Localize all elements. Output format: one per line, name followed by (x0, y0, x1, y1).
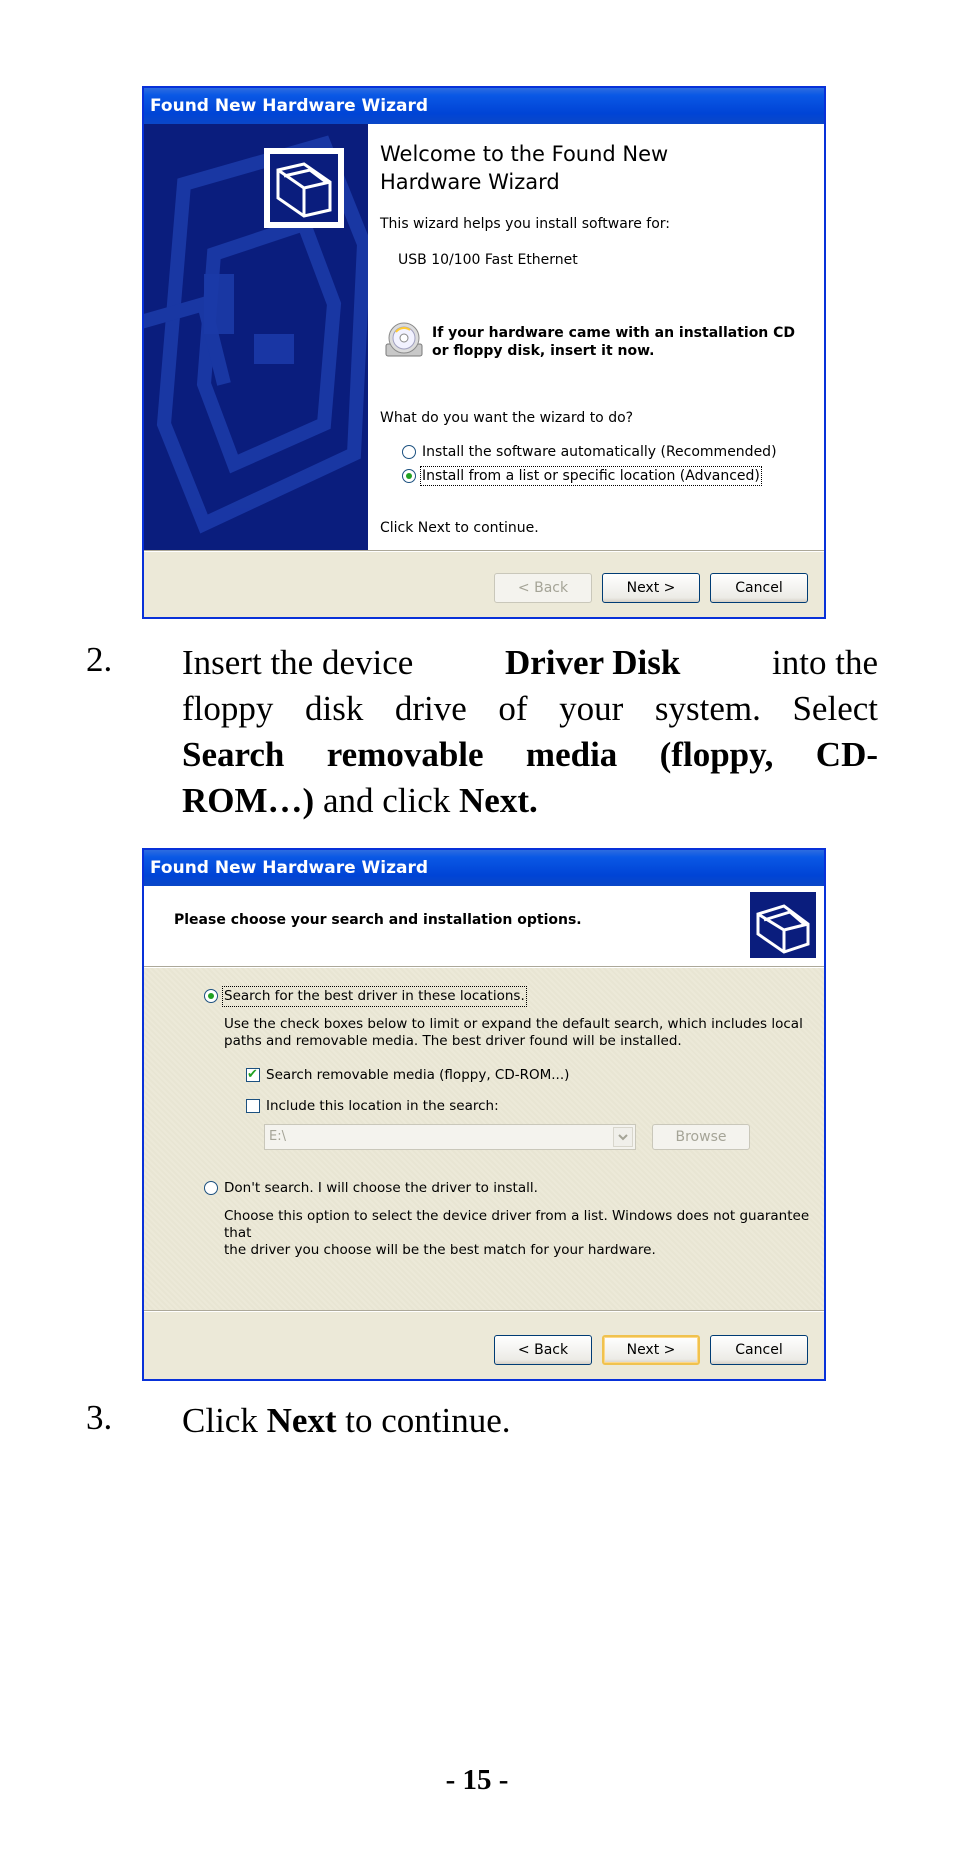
step-2-number: 2. (86, 640, 113, 679)
welcome-wizard-window (142, 86, 826, 619)
search-options-wizard-window (142, 848, 826, 1381)
radio-button-selected[interactable] (402, 469, 416, 483)
text-segment: to continue. (345, 1401, 511, 1440)
wizard-heading (380, 140, 760, 196)
step-2-line-4 (182, 778, 878, 824)
radio-button[interactable] (402, 445, 416, 459)
location-value: E:\ (269, 1129, 286, 1144)
wizard-side-banner (144, 124, 368, 550)
cancel-button[interactable]: Cancel (710, 573, 808, 603)
dont-search-description (224, 1208, 824, 1259)
wizard-buttons (494, 573, 808, 603)
cd-icon (382, 318, 426, 362)
heading-line-2: Hardware Wizard (380, 170, 560, 194)
step-2-text (182, 640, 878, 824)
browse-button[interactable]: Browse (652, 1124, 750, 1150)
continue-instruction: Click Next to continue. (380, 520, 539, 536)
heading-line-1: Welcome to the Found New (380, 142, 669, 166)
description-line-2: paths and removable media. The best driver found will be installed. (224, 1033, 682, 1049)
cancel-button[interactable]: Cancel (710, 1335, 808, 1365)
chevron-down-icon[interactable] (613, 1127, 633, 1147)
text-segment: and click (322, 781, 451, 820)
text-bold-next: Next. (459, 781, 538, 820)
button-separator (144, 1310, 824, 1312)
button-separator (144, 550, 824, 552)
text-segment: into the (772, 643, 878, 682)
wizard-question: What do you want the wizard to do? (380, 410, 634, 426)
radio-label[interactable]: Don't search. I will choose the driver to install. (224, 1180, 538, 1196)
text-segment: Insert the device (182, 643, 414, 682)
radio-label[interactable]: Search for the best driver in these locations. (224, 988, 525, 1004)
step-2-line-2: floppy disk drive of your system. Select (182, 689, 878, 728)
checkbox-label[interactable]: Search removable media (floppy, CD-ROM...) (266, 1067, 570, 1083)
checkbox-label[interactable]: Include this location in the search: (266, 1098, 499, 1114)
window-title-bar[interactable]: Found New Hardware Wizard (144, 88, 824, 124)
window-title-bar[interactable]: Found New Hardware Wizard (144, 850, 824, 886)
search-description (224, 1016, 803, 1050)
text-bold-driver-disk: Driver Disk (505, 643, 681, 682)
header-text: Please choose your search and installation options. (174, 912, 582, 928)
device-name: USB 10/100 Fast Ethernet (398, 252, 578, 268)
cd-note-line-1: If your hardware came with an installation CD (432, 325, 796, 341)
wizard-body (144, 968, 824, 1310)
radio-label[interactable]: Install from a list or specific location (Advanced) (422, 468, 760, 484)
step-3-text (182, 1398, 511, 1444)
radio-button[interactable] (204, 1181, 218, 1195)
next-button[interactable]: Next > (602, 1335, 700, 1365)
location-combobox[interactable] (264, 1124, 636, 1150)
cd-note-line-2: or floppy disk, insert it now. (432, 343, 655, 359)
checkbox-unchecked[interactable] (246, 1099, 260, 1113)
back-button[interactable]: < Back (494, 1335, 592, 1365)
description-line-2: the driver you choose will be the best match for your hardware. (224, 1242, 656, 1258)
page-number: - 15 - (445, 1764, 509, 1796)
step-3-number: 3. (86, 1398, 113, 1437)
step-2-line-1 (182, 640, 878, 686)
radio-button-selected[interactable] (204, 989, 218, 1003)
description-line-1: Use the check boxes below to limit or expand the default search, which includes local (224, 1016, 803, 1032)
hardware-icon (750, 892, 816, 958)
text-bold-rom: ROM…) (182, 781, 315, 820)
text-segment: Click (182, 1401, 258, 1440)
insert-cd-note (432, 324, 802, 360)
wizard-header (144, 886, 824, 966)
description-line-1: Choose this option to select the device driver from a list. Windows does not guarantee that (224, 1208, 810, 1241)
wizard-buttons (494, 1335, 808, 1365)
intro-text: This wizard helps you install software for: (380, 216, 671, 232)
radio-label[interactable]: Install the software automatically (Recommended) (422, 444, 777, 460)
wizard-banner-graphic (144, 124, 368, 550)
step-2-line-3: Search removable media (floppy, CD- (182, 735, 878, 774)
text-bold-next: Next (266, 1401, 337, 1440)
back-button[interactable]: < Back (494, 573, 592, 603)
checkbox-checked[interactable] (246, 1068, 260, 1082)
next-button[interactable]: Next > (602, 573, 700, 603)
